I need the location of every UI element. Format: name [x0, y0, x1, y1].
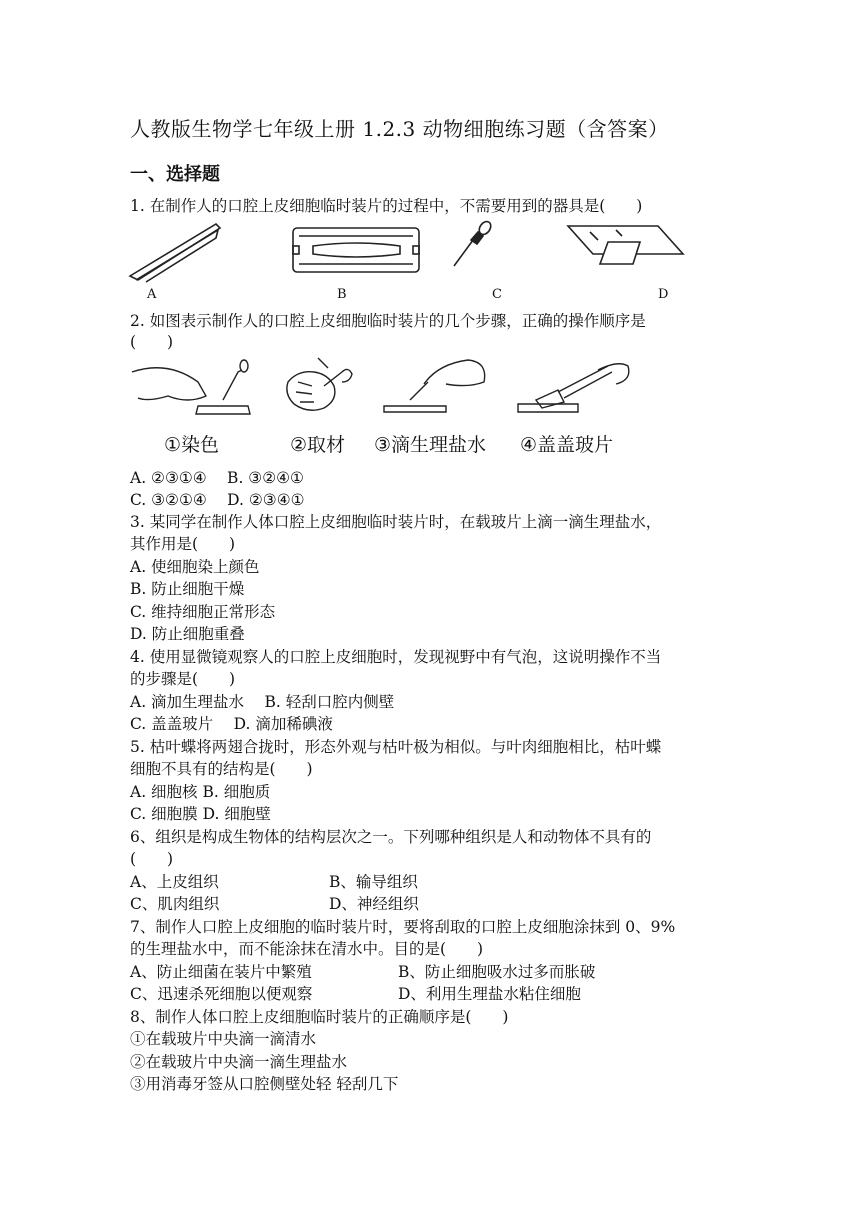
question-2-options-line2: C. ③②①④ D. ②③④①: [130, 491, 305, 509]
tool-label-c: C: [492, 287, 502, 302]
question-3-option-d: D. 防止细胞重叠: [130, 625, 245, 643]
step-caption-4: ④盖盖玻片: [520, 434, 614, 456]
tool-label-d: D: [658, 287, 669, 302]
step-caption-3: ③滴生理盐水: [374, 434, 487, 456]
lab-tools-illustration: [128, 216, 688, 286]
tool-label-b: B: [337, 287, 347, 302]
question-7-option-b: B、防止细胞吸水过多而胀破: [398, 963, 596, 981]
question-6-option-b: B、输导组织: [329, 873, 418, 891]
question-2-stem-line2: ( ): [130, 333, 174, 351]
question-4-stem-line2: 的步骤是( ): [130, 670, 236, 688]
step-caption-2: ②取材: [290, 434, 346, 456]
tool-label-a: A: [147, 287, 157, 302]
question-4-stem-line1: 4. 使用显微镜观察人的口腔上皮细胞时，发现视野中有气泡，这说明操作不当: [130, 648, 662, 666]
question-3-stem-line1: 3. 某同学在制作人体口腔上皮细胞临时装片时，在载玻片上滴一滴生理盐水，: [130, 513, 662, 531]
question-6-stem-line2: ( ): [130, 850, 174, 868]
question-4-options-line1: A. 滴加生理盐水 B. 轻刮口腔内侧壁: [130, 693, 395, 711]
question-5-stem-line2: 细胞不具有的结构是( ): [130, 760, 313, 778]
question-6-stem-line1: 6、组织是构成生物体的结构层次之一。下列哪种组织是人和动物体不具有的: [130, 828, 652, 846]
question-5-stem-line1: 5. 枯叶蝶将两翅合拢时，形态外观与枯叶极为相似。与叶肉细胞相比，枯叶蝶: [130, 738, 662, 756]
question-2-options-line1: A. ②③①④ B. ③②④①: [130, 469, 304, 487]
question-6-option-d: D、神经组织: [329, 895, 419, 913]
question-5-options-line2: C. 细胞膜 D. 细胞壁: [130, 805, 271, 823]
question-8-step-3: ③用消毒牙签从口腔侧壁处轻 轻刮几下: [130, 1075, 399, 1093]
question-7-stem-line2: 的生理盐水中，而不能涂抹在清水中。目的是( ): [130, 940, 484, 958]
question-4-options-line2: C. 盖盖玻片 D. 滴加稀碘液: [130, 715, 333, 733]
saline-dropper-icon: [384, 360, 485, 412]
question-1-figure: [128, 216, 688, 306]
question-2-figure: [128, 352, 648, 462]
question-7-option-a: A、防止细菌在装片中繁殖: [130, 963, 312, 981]
question-1-stem: 1. 在制作人的口腔上皮细胞临时装片的过程中，不需要用到的器具是( ): [130, 197, 643, 215]
question-8-step-1: ①在载玻片中央滴一滴清水: [130, 1030, 317, 1048]
question-6-option-a: A、上皮组织: [130, 873, 219, 891]
document-title: 人教版生物学七年级上册 1.2.3 动物细胞练习题（含答案）: [130, 117, 669, 141]
coverslip-tweezers-icon: [518, 364, 629, 412]
question-3-option-b: B. 防止细胞干燥: [130, 580, 245, 598]
question-7-stem-line1: 7、制作人口腔上皮细胞的临时装片时，要将刮取的口腔上皮细胞涂抹到 0、9%: [130, 918, 676, 936]
question-3-option-c: C. 维持细胞正常形态: [130, 603, 276, 621]
staining-hand-icon: [132, 360, 250, 414]
question-3-option-a: A. 使细胞染上颜色: [130, 558, 260, 576]
question-7-option-c: C、迅速杀死细胞以便观察: [130, 985, 313, 1003]
sampling-hand-icon: [287, 358, 352, 410]
step-caption-1: ①染色: [164, 434, 220, 456]
tweezers-icon: [130, 224, 220, 282]
question-2-stem-line1: 2. 如图表示制作人的口腔上皮细胞临时装片的几个步骤，正确的操作顺序是: [130, 312, 646, 330]
slide-coverslip-icon: [568, 226, 683, 264]
question-8-stem: 8、制作人体口腔上皮细胞临时装片的正确顺序是( ): [130, 1008, 509, 1026]
question-7-option-d: D、利用生理盐水粘住细胞: [398, 985, 581, 1003]
question-3-stem-line2: 其作用是( ): [130, 535, 236, 553]
steps-illustration: [128, 352, 648, 428]
section-heading: 一、选择题: [130, 164, 220, 185]
razor-blade-icon: [293, 228, 419, 272]
question-5-options-line1: A. 细胞核 B. 细胞质: [130, 783, 271, 801]
dropper-icon: [454, 219, 493, 266]
question-6-option-c: C、肌肉组织: [130, 895, 220, 913]
question-8-step-2: ②在载玻片中央滴一滴生理盐水: [130, 1053, 348, 1071]
